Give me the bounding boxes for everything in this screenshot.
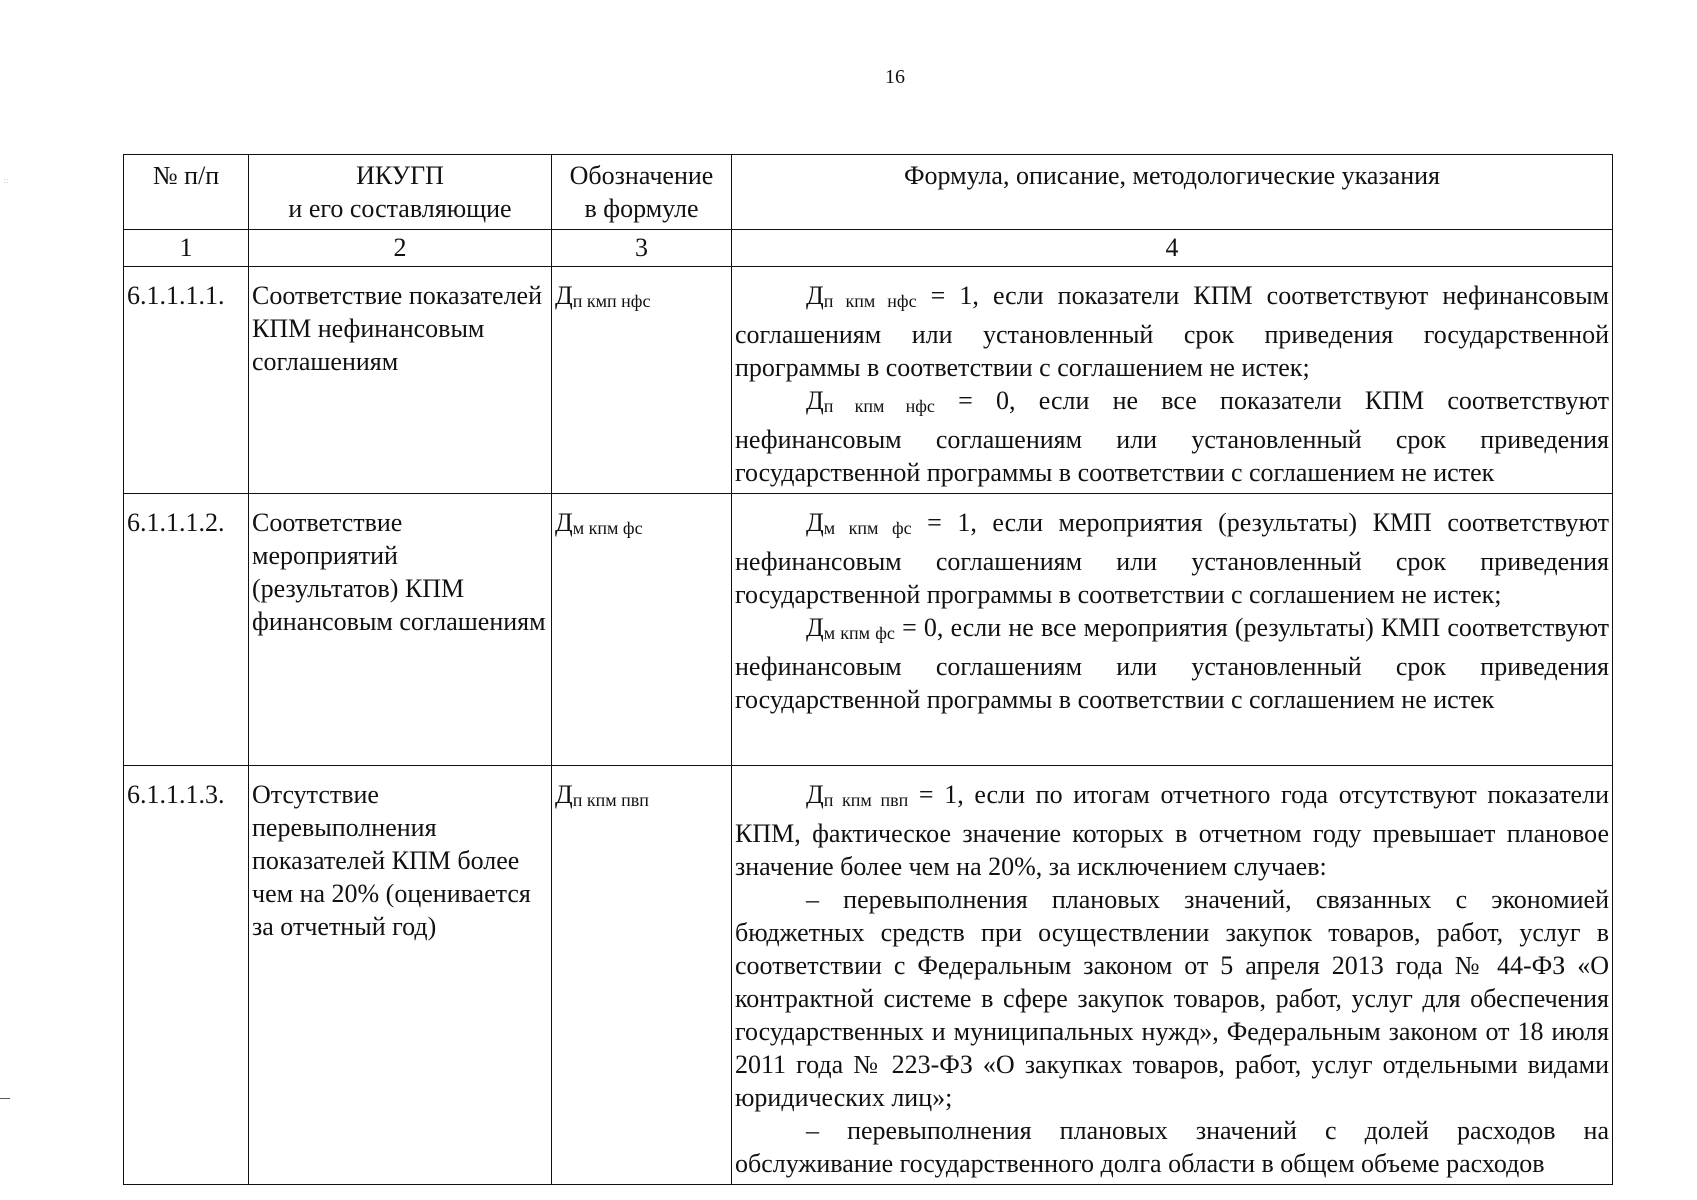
row-symbol [552, 494, 732, 766]
row-code: 6.1.1.1.3. [124, 766, 249, 1185]
description-paragraph [735, 279, 1609, 384]
formula-subscript: м кпм фс [823, 623, 895, 643]
header-symbol [552, 155, 732, 230]
formula-subscript: п кпм пвп [823, 790, 909, 810]
column-index: 1 [124, 230, 249, 267]
description-paragraph [735, 883, 1609, 1114]
description-text: – перевыполнения плановых значений с долей расходов на обслуживание государственного долга области в общем объеме расходов [735, 1116, 1609, 1178]
description-text: = 1, если мероприятия (результаты) КМП соответствуют нефинансовым соглашениям или установленный срок приведения государственной программы в соответствии с соглашением не истек; [735, 508, 1609, 609]
symbol-subscript: м кпм фс [572, 518, 643, 538]
column-index: 4 [732, 230, 1613, 267]
table-row [124, 267, 1613, 494]
row-description [732, 267, 1613, 494]
row-symbol [552, 766, 732, 1185]
table-body [124, 267, 1613, 1185]
symbol-base: Д [555, 780, 573, 809]
header-symbol-line2: в формуле [584, 194, 699, 223]
description-paragraph [735, 506, 1609, 611]
header-indicator-line1: ИКУГП [356, 161, 444, 190]
row-indicator-name: Соответствие мероприятий (результатов) КПМ финансовым соглашениям [249, 494, 552, 766]
formula-symbol: Д [806, 508, 824, 537]
row-indicator-name: Отсутствие перевыполнения показателей КПМ более чем на 20% (оценивается за отчетный год) [249, 766, 552, 1185]
row-symbol [552, 267, 732, 494]
methodology-table [123, 154, 1613, 1185]
description-text: = 0, если не все мероприятия (результаты) КМП соответствуют нефинансовым соглашениям или установленный срок приведения государственной программы в соответствии с соглашением не истек [735, 613, 1610, 714]
formula-subscript: п кпм нфс [823, 396, 935, 416]
column-index: 3 [552, 230, 732, 267]
description-text: = 1, если по итогам отчетного года отсутствуют показатели КПМ, фактическое значение которых в отчетном году превышает плановое значение более чем на 20%, за исключением случаев: [735, 780, 1609, 881]
symbol-base: Д [555, 508, 573, 537]
header-formula-label: Формула, описание, методологические указания [903, 161, 1441, 190]
row-code: 6.1.1.1.2. [124, 494, 249, 766]
column-index-row [124, 230, 1613, 267]
formula-subscript: м кпм фс [823, 518, 912, 538]
formula-symbol: Д [806, 386, 824, 415]
description-paragraph [735, 778, 1609, 883]
header-indicator [249, 155, 552, 230]
description-paragraph [735, 611, 1609, 716]
table-row [124, 494, 1613, 766]
symbol-base: Д [555, 281, 573, 310]
row-indicator-name: Соответствие показателей КПМ нефинансовым соглашениям [249, 267, 552, 494]
header-row [124, 155, 1613, 230]
formula-symbol: Д [806, 281, 824, 310]
header-number [124, 155, 249, 230]
header-indicator-line2: и его составляющие [288, 194, 512, 223]
row-code: 6.1.1.1.1. [124, 267, 249, 494]
symbol-subscript: п кмп нфс [572, 291, 651, 311]
header-symbol-line1: Обозначение [569, 161, 714, 190]
table-row [124, 766, 1613, 1185]
margin-mark [0, 1098, 10, 1099]
header-formula [732, 155, 1613, 230]
page-number: 16 [885, 66, 905, 88]
formula-symbol: Д [806, 780, 824, 809]
formula-symbol: Д [806, 613, 824, 642]
row-description [732, 766, 1613, 1185]
formula-subscript: п кпм нфс [823, 291, 917, 311]
column-index: 2 [249, 230, 552, 267]
description-text: = 1, если показатели КПМ соответствуют нефинансовым соглашениям или установленный срок приведения государственной программы в соответствии с соглашением не истек; [735, 281, 1610, 382]
header-number-label: № п/п [152, 161, 220, 190]
description-text: – перевыполнения плановых значений, связанных с экономией бюджетных средств при осуществлении закупок товаров, работ, услуг в соответствии с Федеральным законом от 5 апреля 2013 года № 44-ФЗ «О контрактной системе в сфере закупок товаров, работ, услуг для обеспечения государственных и муниципальных нужд», Федеральным законом от 18 июля 2011 года № 223-ФЗ «О закупках товаров, работ, услуг отдельными видами юридических лиц»; [735, 885, 1609, 1112]
row-description [732, 494, 1613, 766]
scan-speck: :: [3, 176, 9, 185]
description-text: = 0, если не все показатели КПМ соответствуют нефинансовым соглашениям или установленный срок приведения государственной программы в соответствии с соглашением не истек [735, 386, 1610, 487]
description-paragraph [735, 384, 1609, 489]
symbol-subscript: п кпм пвп [572, 790, 649, 810]
description-paragraph [735, 1114, 1609, 1180]
